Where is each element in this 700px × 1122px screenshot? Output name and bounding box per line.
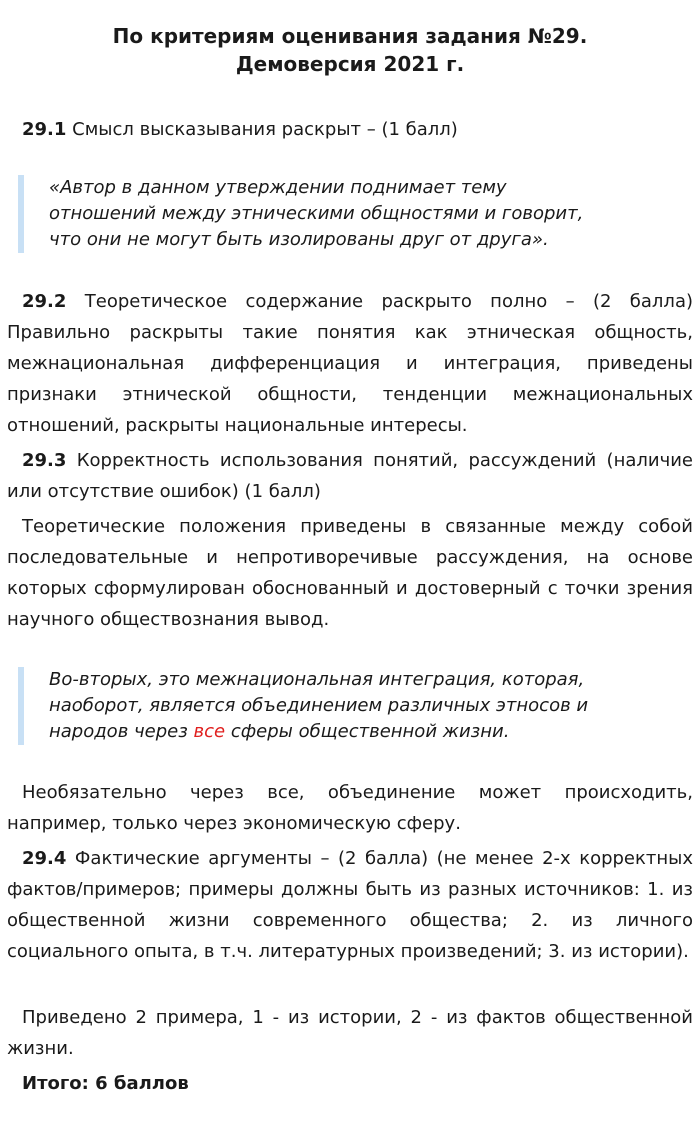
- quote-block-2: [18, 667, 689, 745]
- quote-line: Во-вторых, это межнациональная интеграция, которая,: [49, 669, 585, 690]
- quote-line: отношений между этническими общностями и говорит,: [49, 203, 584, 224]
- criterion-text: Корректность использования понятий, рассуждений (наличие или отсутствие ошибок) (1 балл): [7, 450, 693, 502]
- examples-paragraph: Приведено 2 примера, 1 - из истории, 2 - из фактов общественной жизни.: [7, 1007, 693, 1059]
- criterion-number: 29.4: [22, 848, 67, 869]
- quote-line: [49, 719, 689, 745]
- criterion-number: 29.3: [22, 450, 67, 471]
- criterion-29-1: [7, 114, 693, 145]
- criterion-number: 29.2: [22, 291, 67, 312]
- quote-text: народов через: [49, 721, 194, 742]
- title-line-1: По критериям оценивания задания №29.: [112, 24, 588, 48]
- quote-block-1: [18, 175, 689, 253]
- quote-line: «Автор в данном утверждении поднимает тему: [49, 177, 507, 198]
- highlighted-word: все: [193, 721, 226, 742]
- criterion-text: Теоретическое содержание раскрыто полно – (2 балла) Правильно раскрыты такие понятия как этническая общность, межнациональная дифференциация и интеграция, приведены признаки этнической общности, тенденции межнациональных отношений, раскрыты национальные интересы.: [7, 291, 693, 436]
- total-score: Итого: 6 баллов: [22, 1073, 189, 1094]
- criterion-text: Смысл высказывания раскрыт – (1 балл): [66, 119, 458, 140]
- theory-paragraph: Теоретические положения приведены в связанные между собой последовательные и непротиворечивые рассуждения, на основе которых сформулирован обоснованный и достоверный с точки зрения научного обществознания вывод.: [7, 516, 693, 630]
- quote-line: наоборот, является объединением различных этносов и: [49, 695, 589, 716]
- note-paragraph: Необязательно через все, объединение может происходить, например, только через экономическую сферу.: [7, 782, 693, 834]
- criterion-text: Фактические аргументы – (2 балла) (не менее 2-х корректных фактов/примеров; примеры должны быть из разных источников: 1. из общественной жизни современного общества; 2. из личного социального опыта, в т.ч. литературных произведений; 3. из истории).: [7, 848, 693, 962]
- criterion-29-3: [7, 445, 693, 507]
- criterion-29-2: [7, 286, 693, 441]
- title-line-2: Демоверсия 2021 г.: [235, 52, 465, 76]
- quote-text: сферы общественной жизни.: [225, 721, 510, 742]
- criterion-29-4: [7, 843, 693, 967]
- page-title: [0, 22, 700, 78]
- criterion-number: 29.1: [22, 119, 67, 140]
- quote-line: что они не могут быть изолированы друг от друга».: [49, 229, 549, 250]
